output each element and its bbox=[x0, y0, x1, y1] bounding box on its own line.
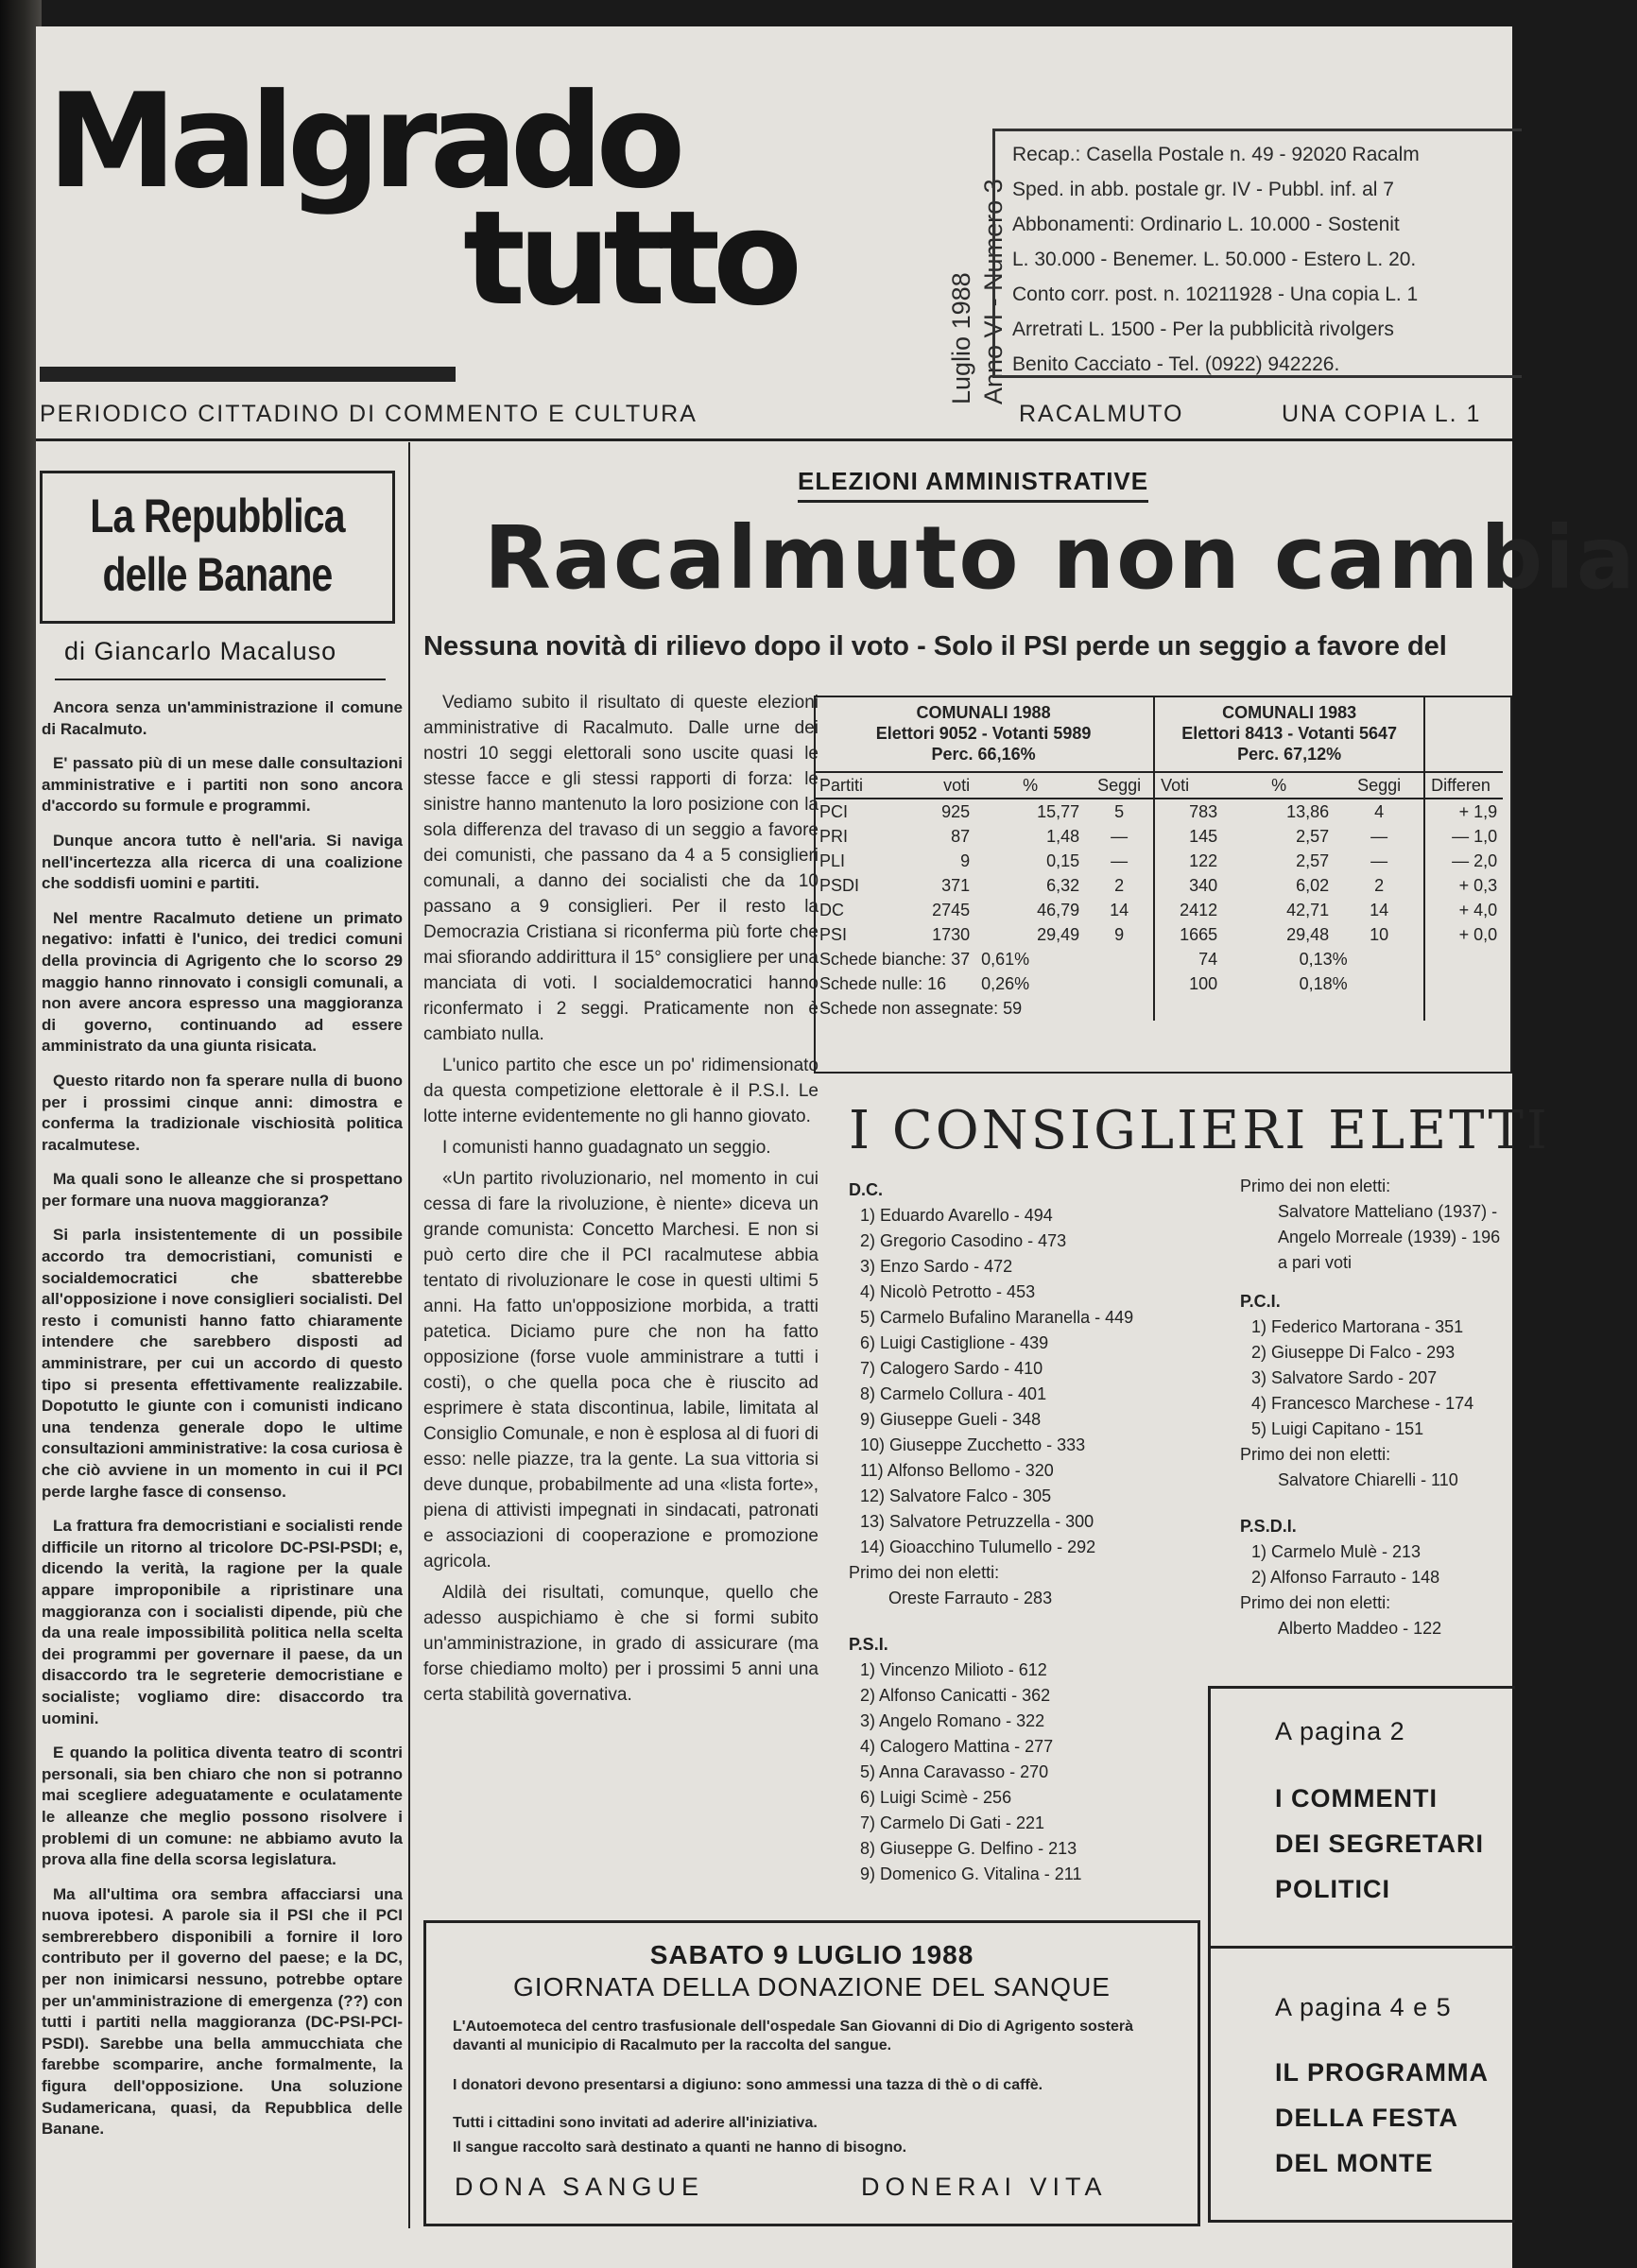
non-eletto-note: a pari voti bbox=[1278, 1253, 1353, 1272]
cell: 14 bbox=[1085, 898, 1154, 922]
editorial-paragraph: La frattura fra democristiani e socialisti rende difficile un ritorno al tricolore DC-PSI-PSDI; e, dicendo la verità, la ragione per la quale appare improponibile a ripristinare una maggioranza con i socialisti dipende, più che da una reale impossibilità politica nella scelta dei programmi per governare il paese, da un disaccordo tra le segreterie democristiane e socialiste; vogliamo dire: disaccordo tra uomini. bbox=[42, 1517, 403, 1727]
editorial-title-box bbox=[40, 471, 395, 624]
elected-list-left bbox=[849, 1170, 1133, 1887]
cell: PRI bbox=[819, 826, 849, 846]
editorial-paragraph: E quando la politica diventa teatro di scontri personali, sia ben chiaro che non si potranno mai scegliere adeguatamente e oculatamente le alleanze che meglio possono risolvere i problemi di un comune: ne abbiamo avuto la prova alla fine della scorsa legislatura. bbox=[42, 1744, 403, 1869]
notice-title: SABATO 9 LUGLIO 1988 bbox=[649, 1940, 974, 1969]
list-item: 4) Calogero Mattina - 277 bbox=[860, 1737, 1054, 1756]
notice-paragraph: Tutti i cittadini sono invitati ad aderire all'iniziativa. bbox=[453, 2115, 818, 2131]
cell: 42,71 bbox=[1286, 900, 1330, 919]
cell: 46,79 bbox=[1037, 900, 1080, 919]
results-rows bbox=[814, 799, 1503, 947]
page-references-box bbox=[1208, 1686, 1515, 2223]
cell: 0,15 bbox=[1046, 850, 1080, 870]
list-item: 5) Carmelo Bufalino Maranella - 449 bbox=[860, 1308, 1134, 1327]
cell: PCI bbox=[819, 801, 849, 821]
list-item: 1) Eduardo Avarello - 494 bbox=[860, 1206, 1053, 1225]
cell: — bbox=[1085, 849, 1154, 873]
non-eletto: Salvatore Matteliano (1937) - bbox=[1278, 1202, 1498, 1221]
byline-rule bbox=[55, 679, 386, 680]
party-label-dc: D.C. bbox=[849, 1180, 883, 1199]
cell: 371 bbox=[941, 875, 971, 895]
editorial-paragraph: Nel mentre Racalmuto detiene un primato negativo: infatti è l'unico, dei tredici comuni della provincia di Agrigento che lo scorso 29 maggio hanno rinnovato i consigli comunali, a non avere ancora espresso una maggioranza di governo, continuando ad essere amministrato da una giunta risicata. bbox=[42, 908, 403, 1056]
issue-number: Anno VI - Numero 3 bbox=[979, 179, 1008, 404]
list-item: 2) Giuseppe Di Falco - 293 bbox=[1251, 1343, 1456, 1362]
page-ref-title: DEL MONTE bbox=[1275, 2149, 1434, 2177]
non-eletto: Salvatore Chiarelli - 110 bbox=[1278, 1470, 1458, 1489]
cell: 2412 bbox=[1180, 900, 1218, 919]
masthead-title bbox=[47, 65, 795, 335]
article-kicker: ELEZIONI AMMINISTRATIVE bbox=[798, 467, 1148, 503]
list-item: 9) Domenico G. Vitalina - 211 bbox=[860, 1864, 1082, 1883]
table-row bbox=[814, 922, 1503, 947]
table-row bbox=[814, 996, 1503, 1021]
cell: Schede nulle: 16 bbox=[819, 973, 947, 993]
tagline-rule bbox=[36, 438, 1512, 441]
table-row bbox=[814, 873, 1503, 898]
cell: 340 bbox=[1189, 875, 1218, 895]
non-eletto: Angelo Morreale (1939) - 196 bbox=[1278, 1228, 1501, 1246]
header-1988 bbox=[814, 696, 1154, 772]
info-line: Abbonamenti: Ordinario L. 10.000 - Sostenit bbox=[1012, 214, 1400, 235]
header-1983-title: COMUNALI 1983 bbox=[1222, 703, 1357, 722]
newspaper-page bbox=[36, 26, 1637, 2268]
elected-title: I CONSIGLIERI ELETTI bbox=[849, 1100, 1550, 1161]
list-item: 6) Luigi Castiglione - 439 bbox=[860, 1333, 1049, 1352]
table-row bbox=[814, 849, 1503, 873]
list-item: 8) Carmelo Collura - 401 bbox=[860, 1384, 1047, 1403]
cell: DC bbox=[819, 900, 844, 919]
cell: 9 bbox=[1085, 922, 1154, 947]
cell: — bbox=[1335, 824, 1424, 849]
cell: + 0,0 bbox=[1458, 924, 1498, 944]
page-ref-title: POLITICI bbox=[1275, 1875, 1390, 1903]
header-1983-perc: Perc. 67,12% bbox=[1237, 745, 1342, 764]
issue-date: Luglio 1988 bbox=[947, 272, 975, 404]
cell: 2 bbox=[1085, 873, 1154, 898]
col-header: Partiti bbox=[819, 775, 864, 795]
cell: PSDI bbox=[819, 875, 860, 895]
list-item: 8) Giuseppe G. Delfino - 213 bbox=[860, 1839, 1077, 1858]
cell: 15,77 bbox=[1037, 801, 1080, 821]
notice-paragraph: I donatori devono presentarsi a digiuno: sono ammessi una tazza di thè o di caffè. bbox=[453, 2077, 1043, 2093]
info-line: Recap.: Casella Postale n. 49 - 92020 Racalm bbox=[1012, 144, 1420, 165]
cell: 6,32 bbox=[1046, 875, 1080, 895]
list-item: 9) Giuseppe Gueli - 348 bbox=[860, 1410, 1042, 1429]
col-header: voti bbox=[943, 775, 971, 795]
masthead-title-line2: tutto bbox=[463, 182, 795, 335]
list-item: 12) Salvatore Falco - 305 bbox=[860, 1486, 1052, 1505]
cell: 122 bbox=[1189, 850, 1218, 870]
list-item: 1) Federico Martorana - 351 bbox=[1251, 1317, 1464, 1336]
cell: 100 bbox=[1189, 973, 1218, 993]
article-paragraph: I comunisti hanno guadagnato un seggio. bbox=[442, 1138, 771, 1158]
notice-subtitle: GIORNATA DELLA DONAZIONE DEL SANQUE bbox=[513, 1972, 1111, 2002]
cell: 5 bbox=[1085, 799, 1154, 824]
non-eletti-label: Primo dei non eletti: bbox=[1240, 1177, 1391, 1195]
list-item: 14) Gioacchino Tulumello - 292 bbox=[860, 1538, 1096, 1556]
col-header: % bbox=[1023, 775, 1039, 795]
cell: 0,13% bbox=[1223, 947, 1424, 971]
article-body bbox=[423, 690, 818, 1713]
non-eletto: Oreste Farrauto - 283 bbox=[888, 1589, 1053, 1607]
col-header: Differen bbox=[1431, 775, 1491, 795]
list-item: 7) Carmelo Di Gati - 221 bbox=[860, 1813, 1045, 1832]
cell: 1665 bbox=[1180, 924, 1218, 944]
editorial-paragraph: Ma all'ultima ora sembra affacciarsi una nuova ipotesi. A parole sia il PSI che il PCI sembrerebbero disponibili a fornire il loro contributo per il governo del paese; e la DC, per non inimicarsi nessuno, potrebbe optare per un'amministrazione di emergenza (??) con tutti i partiti nella maggioranza (DC-PSI-PCI-PSDI). Sarebbe una bella ammucchiata che farebbe scomparire, anche formalmente, la figura dell'opposizione. Una soluzione Sudamericana, quasi, da Repubblica delle Banane. bbox=[42, 1884, 403, 2139]
cell: PSI bbox=[819, 924, 848, 944]
article-subhead: Nessuna novità di rilievo dopo il voto - Solo il PSI perde un seggio a favore del bbox=[423, 631, 1447, 662]
masthead-rule bbox=[40, 367, 456, 382]
list-item: 6) Luigi Scimè - 256 bbox=[860, 1788, 1012, 1807]
cell: 1730 bbox=[932, 924, 971, 944]
info-line: Sped. in abb. postale gr. IV - Pubbl. inf. al 7 bbox=[1012, 179, 1394, 200]
cell: 0,61% bbox=[975, 947, 1154, 971]
header-1988-title: COMUNALI 1988 bbox=[916, 703, 1051, 722]
cell: 0,18% bbox=[1223, 971, 1424, 996]
tagline-bar bbox=[36, 397, 1512, 435]
page-ref-title: DEI SEGRETARI bbox=[1275, 1830, 1485, 1858]
editorial-paragraph: Si parla insistentemente di un possibile accordo tra democristiani, comunisti e socialdemocratici che sbatterebbe all'opposizione i nove consiglieri socialisti. Del resto i comunisti hanno fatto chiaramente intendere che sarebbero disposti ad amministrare, per cui un accordo di questo tipo si presenta effettivamente realizzabile. Dopotutto le giunte con i comunisti indicano una tendenza generale dopo le ultime consultazioni amministrative: la cosa curiosa è che ciò avviene in un momento in cui il PCI perde larghe fasce di consenso. bbox=[42, 1226, 403, 1501]
cell: 13,86 bbox=[1286, 801, 1330, 821]
info-line: Conto corr. post. n. 10211928 - Una copia L. 1 bbox=[1012, 284, 1419, 305]
page-ref: A pagina 4 e 5 bbox=[1275, 1993, 1452, 2021]
notice-footer-left: DONA SANGUE bbox=[455, 2173, 705, 2201]
table-column-headers bbox=[814, 772, 1503, 799]
article-paragraph: L'unico partito che esce un po' ridimensionato da questa competizione elettorale è il P.S.I. Le lotte interne evidentemente no gli hanno giovato. bbox=[423, 1056, 818, 1126]
editorial-title-line1: La Repubblica bbox=[90, 490, 345, 542]
cell: — bbox=[1335, 849, 1424, 873]
table-row bbox=[814, 898, 1503, 922]
article-paragraph: Aldilà dei risultati, comunque, quello che adesso auspichiamo è che si formi subito un'amministrazione, in grado di assicurare (ma forse chiediamo molto) per i prossimi 5 anni una certa stabilità governativa. bbox=[423, 1583, 818, 1705]
results-table bbox=[814, 696, 1503, 1021]
table-row bbox=[814, 971, 1503, 996]
header-1988-voters: Elettori 9052 - Votanti 5989 bbox=[875, 724, 1092, 743]
party-label-psdi: P.S.D.I. bbox=[1240, 1517, 1297, 1536]
cell: 2,57 bbox=[1296, 826, 1330, 846]
blood-donation-notice bbox=[423, 1920, 1200, 2226]
list-item: 3) Angelo Romano - 322 bbox=[860, 1711, 1045, 1730]
non-eletto: Alberto Maddeo - 122 bbox=[1278, 1619, 1442, 1638]
cell: — 1,0 bbox=[1452, 826, 1498, 846]
article-paragraph: «Un partito rivoluzionario, nel momento in cui cessa di fare la rivoluzione, è niente» diceva un grande comunista: Concetto Marchesi. E non si può certo dire che il PCI racalmutese abbia tentato di rivoluzionare le cose in questi ultimi 5 anni. Ha fatto un'opposizione morbida, a tratti patetica. Diciamo pure che non ha fatto opposizione (forse vuole amministrare a tutti i costi), o che quella poca che è riuscito ad esprimere è stata discontinua, labile, limitata al Consiglio Comunale, e non è esplosa al di fuori di esso: nelle piazze, tra la gente. La sua vittoria si deve dunque, probabilmente ad una «lista forte», piena di attivisti impegnati in sindacati, patronati e associazioni di cooperazione e promozione agricola. bbox=[423, 1169, 818, 1572]
cell: 0,26% bbox=[975, 971, 1154, 996]
list-item: 2) Alfonso Farrauto - 148 bbox=[1251, 1568, 1440, 1587]
cell: 29,48 bbox=[1286, 924, 1330, 944]
list-item: 10) Giuseppe Zucchetto - 333 bbox=[860, 1435, 1086, 1454]
dc-list bbox=[849, 1203, 1133, 1560]
party-label-psi: P.S.I. bbox=[849, 1635, 888, 1654]
cell: 783 bbox=[1189, 801, 1218, 821]
cell: — 2,0 bbox=[1452, 850, 1498, 870]
notice-paragraph: Il sangue raccolto sarà destinato a quanti ne hanno di bisogno. bbox=[453, 2139, 907, 2156]
town-name: RACALMUTO bbox=[1019, 401, 1184, 427]
col-header: Seggi bbox=[1335, 772, 1424, 799]
cell: 2 bbox=[1335, 873, 1424, 898]
list-item: 4) Francesco Marchese - 174 bbox=[1251, 1394, 1474, 1413]
list-item: 4) Nicolò Petrotto - 453 bbox=[860, 1282, 1036, 1301]
cell: 2,57 bbox=[1296, 850, 1330, 870]
list-item: 7) Calogero Sardo - 410 bbox=[860, 1359, 1043, 1378]
column-rule bbox=[408, 442, 410, 2228]
list-item: 3) Enzo Sardo - 472 bbox=[860, 1257, 1013, 1276]
pci-list bbox=[1240, 1314, 1500, 1442]
header-1983 bbox=[1154, 696, 1424, 772]
elected-list-right bbox=[1240, 1174, 1500, 1641]
list-item: 1) Vincenzo Milioto - 612 bbox=[860, 1660, 1047, 1679]
list-item: 13) Salvatore Petruzzella - 300 bbox=[860, 1512, 1094, 1531]
page-ref: A pagina 2 bbox=[1275, 1717, 1405, 1745]
page-ref-title: I COMMENTI bbox=[1275, 1784, 1438, 1813]
col-header: Voti bbox=[1161, 775, 1190, 795]
cell: PLI bbox=[819, 850, 846, 870]
list-item: 11) Alfonso Bellomo - 320 bbox=[860, 1461, 1054, 1480]
cell: + 4,0 bbox=[1458, 900, 1498, 919]
table-row bbox=[814, 799, 1503, 824]
editorial-paragraph: E' passato più di un mese dalle consultazioni amministrative e i partiti non sono ancora d'accordo su formule e programmi. bbox=[42, 754, 403, 816]
article-paragraph: Vediamo subito il risultato di queste elezioni amministrative di Racalmuto. Dalle urne dei nostri 10 seggi elettorali sono uscite quasi le stesse facce e gli stessi rapporti di forza: le sinistre hanno mantenuto la loro posizione con la sola differenza del travaso di un seggio a favore dei comunisti, che passano da 4 a 5 consiglieri comunali, a danno dei socialisti che da 10 passano a 9 consiglieri. Per il resto la Democrazia Cristiana si riconferma più forte che mai sfiorando addirittura il 15° consigliere per una manciata di voti. I socialdemocratici hanno riconfermato i 2 seggi. Praticamente non è cambiato nulla. bbox=[423, 693, 818, 1044]
price: UNA COPIA L. 1 bbox=[1282, 401, 1482, 427]
cell: 1,48 bbox=[1046, 826, 1080, 846]
non-eletti-label: Primo dei non eletti: bbox=[1240, 1593, 1391, 1612]
info-line: Arretrati L. 1500 - Per la pubblicità rivolgers bbox=[1012, 318, 1394, 340]
editorial-paragraph: Dunque ancora tutto è nell'aria. Si naviga nell'incertezza alla ricerca di una coalizione che soddisfi uomini e partiti. bbox=[42, 831, 403, 893]
cell: 9 bbox=[960, 850, 971, 870]
cell: 14 bbox=[1335, 898, 1424, 922]
col-header: Seggi bbox=[1085, 772, 1154, 799]
list-item: 2) Gregorio Casodino - 473 bbox=[860, 1231, 1067, 1250]
party-label-pci: P.C.I. bbox=[1240, 1292, 1281, 1311]
editorial-title-line2: delle Banane bbox=[102, 548, 333, 601]
masthead-title-line1: Malgrado bbox=[47, 65, 679, 217]
table-row bbox=[814, 947, 1503, 971]
tagline: PERIODICO CITTADINO DI COMMENTO E CULTURA bbox=[40, 401, 698, 427]
cell: 29,49 bbox=[1037, 924, 1080, 944]
list-item: 3) Salvatore Sardo - 207 bbox=[1251, 1368, 1438, 1387]
cell: Schede bianche: 37 bbox=[819, 949, 971, 969]
box-divider bbox=[1211, 1946, 1515, 1949]
table-row bbox=[814, 824, 1503, 849]
cell: 10 bbox=[1335, 922, 1424, 947]
psi-list bbox=[849, 1658, 1133, 1887]
article-headline: Racalmuto non cambia bbox=[484, 507, 1637, 609]
notice-footer-right: DONERAI VITA bbox=[861, 2173, 1108, 2201]
editorial-paragraph: Ma quali sono le alleanze che si prospettano per formare una nuova maggioranza? bbox=[42, 1170, 403, 1210]
cell: 6,02 bbox=[1296, 875, 1330, 895]
non-eletti-label: Primo dei non eletti: bbox=[849, 1563, 1000, 1582]
col-header: % bbox=[1271, 775, 1287, 795]
info-line: L. 30.000 - Benemer. L. 50.000 - Estero L. 20. bbox=[1012, 249, 1417, 270]
list-item: 1) Carmelo Mulè - 213 bbox=[1251, 1542, 1422, 1561]
cell: 74 bbox=[1198, 949, 1218, 969]
list-item: 5) Luigi Capitano - 151 bbox=[1251, 1419, 1424, 1438]
cell: + 1,9 bbox=[1458, 801, 1498, 821]
editorial-paragraph: Ancora senza un'amministrazione il comune di Racalmuto. bbox=[42, 698, 403, 738]
list-item: 5) Anna Caravasso - 270 bbox=[860, 1762, 1049, 1781]
header-1983-voters: Elettori 8413 - Votanti 5647 bbox=[1181, 724, 1398, 743]
page-ref-title: DELLA FESTA bbox=[1275, 2104, 1458, 2132]
cell: Schede non assegnate: 59 bbox=[814, 996, 1154, 1021]
cell: + 0,3 bbox=[1458, 875, 1498, 895]
psdi-list bbox=[1240, 1539, 1500, 1590]
cell: 4 bbox=[1335, 799, 1424, 824]
cell: 2745 bbox=[932, 900, 971, 919]
cell: 925 bbox=[941, 801, 971, 821]
cell: 87 bbox=[951, 826, 971, 846]
editorial-body bbox=[42, 697, 403, 2154]
header-1988-perc: Perc. 66,16% bbox=[931, 745, 1036, 764]
editorial-paragraph: Questo ritardo non fa sperare nulla di buono per i prossimi cinque anni: dimostra e conferma la tradizionale vischiosità politica racalmutese. bbox=[42, 1071, 403, 1154]
non-eletti-label: Primo dei non eletti: bbox=[1240, 1445, 1391, 1464]
editorial-byline: di Giancarlo Macaluso bbox=[64, 637, 337, 665]
info-line: Benito Cacciato - Tel. (0922) 942226. bbox=[1012, 353, 1340, 375]
cell: 145 bbox=[1189, 826, 1218, 846]
notice-paragraph: L'Autoemoteca del centro trasfusionale dell'ospedale San Giovanni di Dio di Agrigento sosterà davanti al municipio di Racalmuto per la raccolta del sangue. bbox=[453, 2019, 1134, 2053]
page-ref-title: IL PROGRAMMA bbox=[1275, 2058, 1489, 2087]
subscription-info bbox=[992, 129, 1522, 378]
list-item: 2) Alfonso Canicatti - 362 bbox=[860, 1686, 1051, 1705]
cell: — bbox=[1085, 824, 1154, 849]
